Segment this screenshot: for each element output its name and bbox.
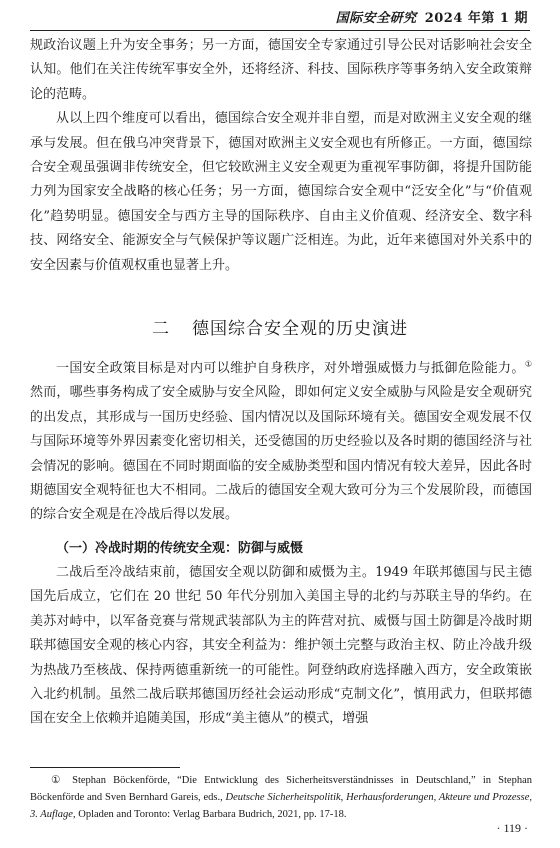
- page-header: [0, 0, 560, 34]
- header-divider: [30, 30, 530, 31]
- footnote-text: , Opladen and Toronto: Verlag Barbara Budrich, 2021, pp. 17-18.: [72, 809, 347, 820]
- section-heading: [0, 314, 560, 339]
- section-intro: [30, 357, 532, 528]
- paragraph-text: 然而，哪些事务构成了安全威胁与安全风险，即如何定义安全威胁与风险是安全观研究的出发点，其形成与一国历史经验、国内情况以及国际环境有关。德国安全观发展不仅与国际环境等外界因素变化密切相关，还受德国的历史经验以及各时期的德国经济与社会情况的影响。德国在不同时期面临的安全威胁类型和国内情况有较大差异，因此各时期德国安全观特征也大不相同。二战后的德国安全观大致可分为三个发展阶段，而德国的综合安全观是在冷战后得以发展。: [30, 385, 532, 523]
- issue-label: 2024 年第 1 期: [424, 11, 528, 26]
- footnote-book-title: Deutsche Sicherheitspolitik, Herhausforderungen, Akteure und Prozesse, 3. Auflage: [30, 792, 532, 820]
- journal-title: 国际安全研究: [335, 11, 417, 26]
- subsection-heading: （一）冷战时期的传统安全观：防御与威慑: [56, 541, 304, 556]
- paragraph-continued: 规政治议题上升为安全事务；另一方面，德国安全专家通过引导公民对话影响社会安全认知。他们在关注传统军事安全外，还将经济、科技、国际秩序等事务纳入安全政策辩论的范畴。: [30, 38, 532, 102]
- footnote-mark: ①: [51, 775, 65, 786]
- journal-running-head: [336, 7, 528, 26]
- section-number: 二: [152, 319, 170, 339]
- section-title: 德国综合安全观的历史演进: [192, 319, 408, 339]
- paragraph: 从以上四个维度可以看出，德国综合安全观并非自塑，而是对欧洲主义安全观的继承与发展。但在俄乌冲突背景下，德国对欧洲主义安全观也有所修正。一方面，德国综合安全观虽强调非传统安全，但它较欧洲主义安全观更为重视军事防御，将提升国防能力列为国家安全战略的核心任务；另一方面，德国综合安全观中“泛安全化”与“价值观化”趋势明显。德国安全与西方主导的国际秩序、自由主义价值观、经济安全、数字科技、网络安全、能源安全与气候保护等议题广泛相连。为此，近年来德国对外关系中的安全因素与价值观权重也显著上升。: [30, 111, 532, 273]
- paragraph: [30, 357, 532, 528]
- page-number: · 119 ·: [496, 821, 528, 835]
- paragraph-text: 一国安全政策目标是对内可以维护自身秩序，对外增强威慑力与抵御危险能力。: [56, 361, 525, 376]
- intro-paragraphs: [30, 34, 532, 278]
- footnote: [30, 772, 532, 823]
- paragraph: 二战后至冷战结束前，德国安全观以防御和威慑为主。1949 年联邦德国与民主德国先后成立，它们在 20 世纪 50 年代分别加入美国主导的北约与苏联主导的华约。在美苏对峙中，以军备竞赛与常规武装部队为主的阵营对抗、威慑与国土防御是冷战时期联邦德国安全观的核心内容，其安全利益为：维护领土完整与政治主权、防止冷战升级为热战乃至核战、保持两德重新统一的可能性。阿登纳政府选择融入西方，安全政策嵌入北约机制。虽然二战后联邦德国历经社会运动形成“克制文化”，慎用武力，但联邦德国在安全上依赖并追随美国，形成“美主德从”的模式，增强: [30, 565, 532, 727]
- footnote-reference[interactable]: ①: [524, 359, 532, 369]
- footnote-divider: [30, 767, 180, 768]
- subsection-body: [30, 561, 532, 732]
- footnote-text: Stephan Böckenförde, “Die Entwicklung des Sicherheitsverständnisses in Deutschland,” in Stephan Böckenförde and Sven Bernhard Gareis, eds.,: [30, 775, 532, 803]
